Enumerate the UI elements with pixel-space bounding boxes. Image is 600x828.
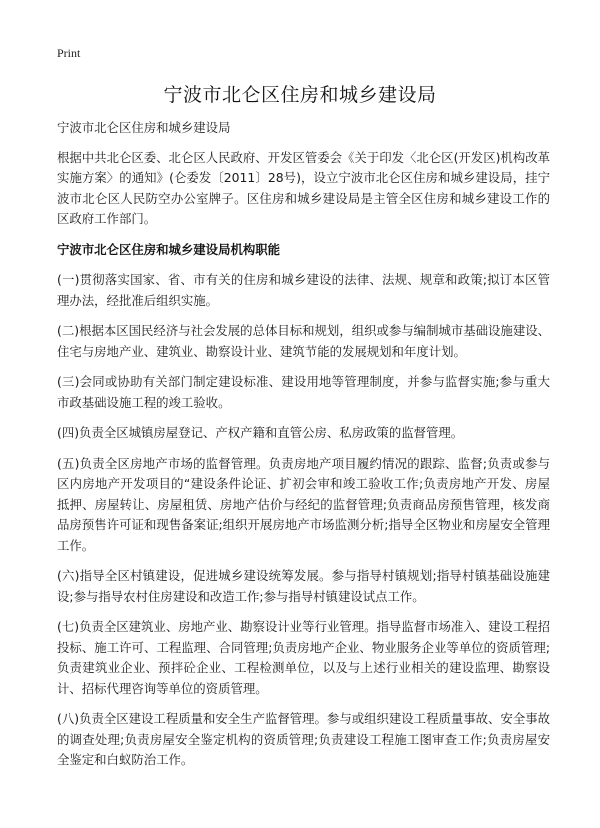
functions-heading: 宁波市北仑区住房和城乡建设局机构职能: [57, 241, 281, 257]
document-body: [57, 118, 550, 781]
function-item-2: (二)根据本区国民经济与社会发展的总体目标和规划，组织或参与编制城市基础设施建设、住宅与房地产业、建筑业、勘察设计业、建筑节能的发展规划和年度计划。: [57, 323, 550, 359]
function-item-3: (三)会同或协助有关部门制定建设标准、建设用地等管理制度，并参与监督实施;参与重大市政基础设施工程的竣工验收。: [57, 374, 550, 410]
function-item-1: (一)贯彻落实国家、省、市有关的住房和城乡建设的法律、法规、规章和政策;拟订本区管理办法，经批准后组织实施。: [57, 272, 550, 308]
intro-description: 根据中共北仑区委、北仑区人民政府、开发区管委会《关于印发〈北仑区(开发区)机构改革实施方案〉的通知》(仑委发〔2011〕28号)，设立宁波市北仑区住房和城乡建设局，挂宁波市北仑区人民防空办公室牌子。区住房和城乡建设局是主管全区住房和城乡建设工作的区政府工作部门。: [57, 149, 550, 226]
intro-org-name: 宁波市北仑区住房和城乡建设局: [57, 120, 231, 135]
function-item-7: (七)负责全区建筑业、房地产业、勘察设计业等行业管理。指导监督市场准入、建设工程招投标、施工许可、工程监理、合同管理;负责房地产企业、物业服务企业等单位的资质管理;负责建筑业企业、预拌砼企业、工程检测单位，以及与上述行业相关的建设监理、勘察设计、招标代理咨询等单位的资质管理。: [57, 619, 550, 696]
print-label: Print: [57, 46, 81, 60]
function-item-6: (六)指导全区村镇建设，促进城乡建设统筹发展。参与指导村镇规划;指导村镇基础设施建设;参与指导农村住房建设和改造工作;参与指导村镇建设试点工作。: [57, 568, 550, 604]
function-item-4: (四)负责全区城镇房屋登记、产权产籍和直管公房、私房政策的监督管理。: [57, 425, 464, 440]
page-title: 宁波市北仑区住房和城乡建设局: [163, 84, 437, 106]
function-item-5: (五)负责全区房地产市场的监督管理。负责房地产项目履约情况的跟踪、监督;负责或参与区内房地产开发项目的“建设条件论证、扩初会审和竣工验收工作;负责房地产开发、房屋抵押、房屋转让、房屋租赁、房地产估价与经纪的监督管理;负责商品房预售管理，核发商品房预售许可证和现售备案证;组织开展房地产市场监测分析;指导全区物业和房屋安全管理工作。: [57, 455, 550, 553]
function-item-8: (八)负责全区建设工程质量和安全生产监督管理。参与或组织建设工程质量事故、安全事故的调查处理;负责房屋安全鉴定机构的资质管理;负责建设工程施工图审查工作;负责房屋安全鉴定和白蚁防治工作。: [57, 711, 550, 767]
